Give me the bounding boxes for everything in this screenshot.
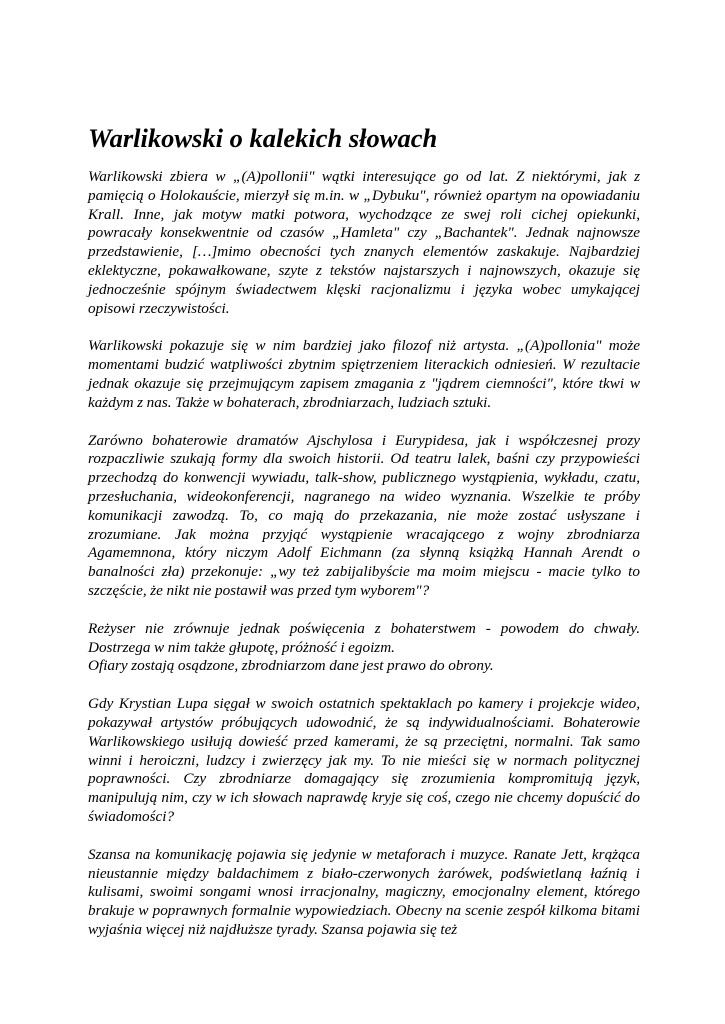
paragraph-sacrifice: Reżyser nie zrównuje jednak poświęcenia z bohaterstwem - powodem do chwały. Dostrzega w nim także głupotę, próżność i egoizm. [88,619,640,656]
paragraph-communication: Szansa na komunikację pojawia się jedynie w metaforach i muzyce. Ranate Jett, krążąca nieustannie między baldachimem z biało-czerwonych żarówek, podświetlaną łaźnią i kulisami, swoimi songami wnosi irracjonalny, magiczny, emocjonalny element, którego brakuje w poprawnych formalnie wypowiedziach. Obecny na scenie zespół kilkoma bitami wyjaśnia więcej niż najdłuższe tyrady. Szansa pojawia się też [88,845,640,938]
article-title: Warlikowski o kalekich słowach [88,123,438,153]
paragraph-philosopher: Warlikowski pokazuje się w nim bardziej jako filozof niż artysta. „(A)pollonia" może momentami budzić watpliwości zbytnim spiętrzeniem literackich odniesień. W rezultacie jednak okazuje się przejmującym zapisem zmagania z "jądrem ciemności", które tkwi w każdym z nas. Także w bohaterach, zbrodniarzach, ludziach sztuki. [88,337,640,411]
paragraph-intro: Warlikowski zbiera w „(A)pollonii" wątki interesujące go od lat. Z niektórymi, jak z pamięcią o Holokauście, mierzył się m.in. w „Dybuku", również opartym na opowiadaniu Krall. Inne, jak motyw matki potwora, wychodzące ze swej roli cichej opiekunki, powracały konsekwentnie od czasów „Hamleta" czy „Bachantek". Jednak najnowsze przedstawienie, […]mimo obecności tych znanych elementów zaskakuje. Najbardziej eklektyczne, pokawałkowane, szyte z tekstów najstarszych i najnowszych, okazuje się jednocześnie spójnym świadectwem klęski racjonalizmu i języka wobec umykającej opisowi rzeczywistości. [88,168,640,317]
paragraph-heroes: Zarówno bohaterowie dramatów Ajschylosa i Eurypidesa, jak i współczesnej prozy rozpaczliwie szukają formy dla swoich historii. Od teatru lalek, baśni czy przypowieści przechodzą do konwencji wywiadu, talk-show, publicznego wystąpienia, wykładu, czatu, przesłuchania, wideokonferencji, nagranego na wideo wyznania. Wszelkie te próby komunikacji zawodzą. To, co mają do przekazania, nie może zostać usłyszane i zrozumiane. Jak można przyjąć wystąpienie wracającego z wojny zbrodniarza Agamemnona, który niczym Adolf Eichmann (za słynną książką Hannah Arendt o banalności zła) przekonuje: „wy też zabijalibyście ma moim miejscu - macie tylko to szczęście, że nikt nie postawił was przed tym wyborem"? [88,431,640,599]
paragraph-victims: Ofiary zostają osądzone, zbrodniarzom dane jest prawo do obrony. [88,657,494,675]
paragraph-lupa: Gdy Krystian Lupa sięgał w swoich ostatnich spektaklach po kamery i projekcje wideo, pokazywał artystów próbujących udowodnić, że są indywidualnościami. Bohaterowie Warlikowskiego usiłują dowieść przed kamerami, że są przeciętni, normalni. Tak samo winni i heroiczni, ludzcy i zwierzęcy jak my. To nie mieści się w normach politycznej poprawności. Czy zbrodniarze domagający się zrozumienia kompromitują język, manipulują nim, czy w ich słowach naprawdę kryje się coś, czego nie chcemy dopuścić do świadomości? [88,695,640,825]
document-page [88,118,640,959]
